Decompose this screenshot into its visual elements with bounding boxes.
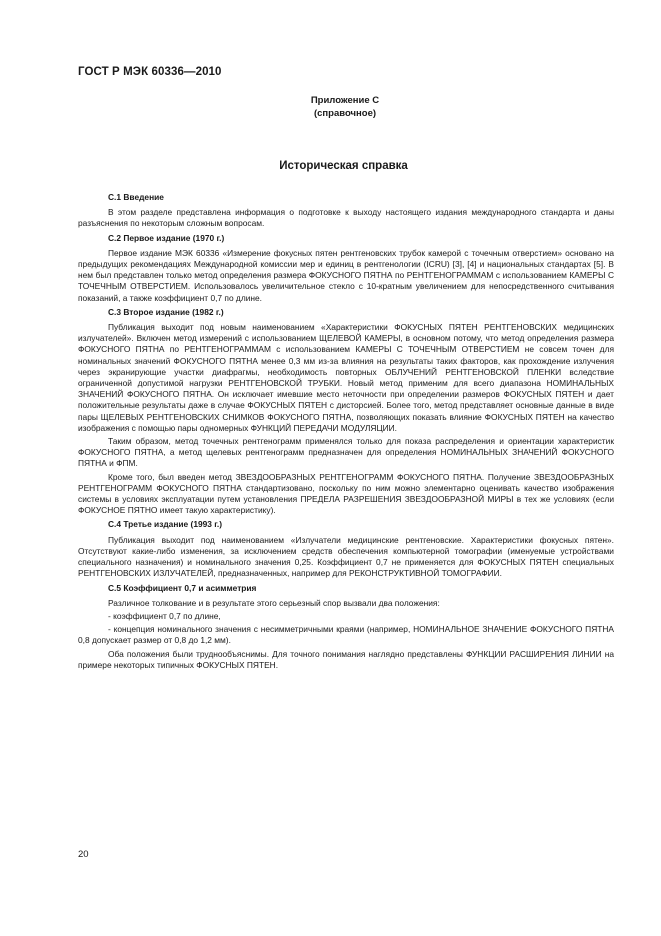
paragraph: Таким образом, метод точечных рентгенограмм применялся только для показа распределения и ориентации характеристик ФОКУСНОГО ПЯТНА, а метод щелевых рентгенограмм предназначен для определения НОМИНАЛЬНЫХ ЗНАЧЕНИЙ ФОКУСНОГО ПЯТНА и ФПМ. (78, 436, 614, 469)
document-header: ГОСТ Р МЭК 60336—2010 (78, 66, 222, 78)
heading-c1: C.1 Введение (108, 192, 164, 202)
list-item: - концепция номинального значения с несимметричными краями (например, НОМИНАЛЬНОЕ ЗНАЧЕНИЕ ФОКУСНОГО ПЯТНА 0,8 допускает размер от 0,8 до 1,2 мм). (78, 624, 614, 646)
annex-title: Приложение C (310, 95, 380, 106)
heading-c4: C.4 Третье издание (1993 г.) (108, 519, 223, 530)
page-number: 20 (78, 849, 89, 860)
paragraph: Публикация выходит под новым наименованием «Характеристики ФОКУСНЫХ ПЯТЕН РЕНТГЕНОВСКИХ медицинских излучателей». Включен метод измерений с использованием ЩЕЛЕВОЙ КАМЕРЫ, в основном потому, что метод определения размера ФОКУСНОГО ПЯТНА по РЕНТГЕНОГРАММАМ с использованием КАМЕРЫ С ТОЧЕЧНЫМ ОТВЕРСТИЕМ не совсем точен для номинальных значений ФОКУСНОГО ПЯТНА менее 0,3 мм из-за влияния на результаты таких факторов, как прохождение излучения через экранирующие участки диафрагмы, необходимость повторных ОБЛУЧЕНИЙ РЕНТГЕНОВСКОЙ ПЛЕНКИ вследствие ограниченной допустимой нагрузки РЕНТГЕНОВСКОЙ ТРУБКИ. Новый метод применим для всего диапазона НОМИНАЛЬНЫХ ЗНАЧЕНИЙ ФОКУСНОГО ПЯТНА. Он исключает имевшие место неточности при определении размеров ФОКУСНЫХ ПЯТЕН и дает положительные результаты даже в случае ФОКУСНЫХ ПЯТЕН с дисторсией. Более того, метод представляет основные данные в виде пары ЩЕЛЕВЫХ РЕНТГЕНОВСКИХ СНИМКОВ ФОКУСНОГО ПЯТНА, позволяющих показать влияние ФОКУСНЫХ ПЯТЕН на качество изображения с помощью пары одномерных ФУНКЦИЙ ПЕРЕДАЧИ МОДУЛЯЦИИ. (78, 322, 614, 433)
paragraph: Кроме того, был введен метод ЗВЕЗДООБРАЗНЫХ РЕНТГЕНОГРАММ ФОКУСНОГО ПЯТНА. Получение ЗВЕЗДООБРАЗНЫХ РЕНТГЕНОГРАММ ФОКУСНОГО ПЯТНА стандартизовано, поскольку по ним можно элементарно оценивать качество изображения системы в условиях эксплуатации путем установления ПРЕДЕЛА РАЗРЕШЕНИЯ ЗВЕЗДООБРАЗНОЙ МИРЫ в тех же условиях (если ФОКУСНОЕ ПЯТНО имеет такую характеристику). (78, 471, 614, 516)
paragraph: Публикация выходит под наименованием «Излучатели медицинские рентгеновские. Характеристики фокусных пятен». Отсутствуют какие-либо изменения, за исключением средств обеспечения компьютерной томографии (именуемые устройствами специального назначения) и номинального значения 0,25. Коэффициент 0,7 не применяется для ФОКУСНЫХ ПЯТЕН специальных РЕНТГЕНОВСКИХ ИЗЛУЧАТЕЛЕЙ, предназначенных, например для РЕКОНСТРУКТИВНОЙ ТОМОГРАФИИ. (78, 534, 614, 579)
list-item: - коэффициент 0,7 по длине, (108, 610, 221, 621)
document-body (78, 189, 614, 671)
heading-c5: C.5 Коэффициент 0,7 и асимметрия (108, 582, 257, 593)
paragraph: Оба положения были труднообъяснимы. Для точного понимания наглядно представлены ФУНКЦИИ РАСШИРЕНИЯ ЛИНИИ на примере некоторых типичных ФОКУСНЫХ ПЯТЕН. (78, 648, 614, 670)
annex-subtitle: (справочное) (313, 108, 377, 119)
paragraph: Различное толкование и в результате этого серьезный спор вызвали два положения: (108, 597, 440, 608)
heading-c2: C.2 Первое издание (1970 г.) (108, 232, 225, 243)
paragraph: Первое издание МЭК 60336 «Измерение фокусных пятен рентгеновских трубок камерой с точечным отверстием» основано на предыдущих рекомендациях Международной комиссии мер и единиц в рентгенологии (ICRU) [3], [4] и национальных стандартах [5]. В нем был представлен только метод определения размера ФОКУСНОГО ПЯТНА по РЕНТГЕНОГРАММАМ с использованием КАМЕРЫ С ТОЧЕЧНЫМ ОТВЕРСТИЕМ. Использовалось увеличительное стекло с 10-кратным увеличением для непосредственного считывания показаний, а также коэффициент 0,7 по длине. (78, 247, 614, 303)
paragraph: В этом разделе представлена информация о подготовке к выходу настоящего издания международного стандарта и даны разъяснения по некоторым сложным вопросам. (78, 207, 614, 229)
heading-c3: C.3 Второе издание (1982 г.) (108, 306, 224, 317)
section-title: Историческая справка (279, 160, 408, 172)
